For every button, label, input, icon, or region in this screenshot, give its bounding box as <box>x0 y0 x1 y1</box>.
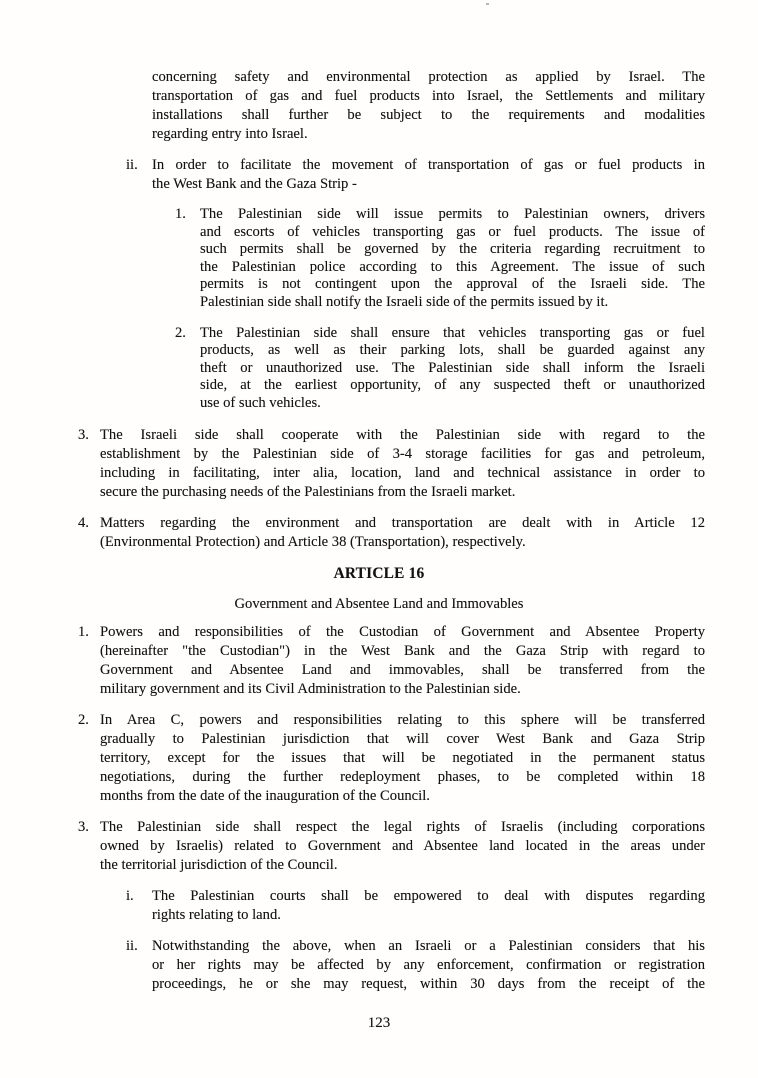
list-item <box>78 426 705 502</box>
list-item <box>126 887 705 925</box>
text-line: or her rights may be affected by any enforcement, confirmation or registration <box>152 956 705 973</box>
list-item <box>175 206 705 312</box>
list-item <box>78 818 705 875</box>
list-marker: 4. <box>78 514 89 531</box>
text-line: proceedings, he or she may request, within 30 days from the receipt of the <box>152 975 705 992</box>
list-marker: 1. <box>175 206 186 222</box>
text-line: In Area C, powers and responsibilities relating to this sphere will be transferred <box>100 711 705 728</box>
text-line: (Environmental Protection) and Article 38 (Transportation), respectively. <box>100 533 526 550</box>
list-item <box>126 937 705 994</box>
list-item <box>78 623 705 699</box>
text-line: The Israeli side shall cooperate with the Palestinian side with regard to the <box>100 426 705 443</box>
text-line: months from the date of the inauguration of the Council. <box>100 787 430 804</box>
paragraph <box>152 68 705 144</box>
text-line: The Palestinian side shall ensure that vehicles transporting gas or fuel <box>200 324 705 341</box>
text-line: transportation of gas and fuel products into Israel, the Settlements and military <box>152 88 705 104</box>
text-line: installations shall further be subject to the requirements and modalities <box>152 107 705 123</box>
text-line: establishment by the Palestinian side of 3-4 storage facilities for gas and petroleum, <box>100 445 705 462</box>
text-line: including in facilitating, inter alia, location, land and technical assistance in order to <box>100 464 705 481</box>
list-marker: i. <box>126 887 134 904</box>
list-marker: ii. <box>126 157 138 173</box>
text-line: secure the purchasing needs of the Palestinians from the Israeli market. <box>100 483 516 500</box>
text-line: The Palestinian courts shall be empowered to deal with disputes regarding <box>152 887 705 904</box>
text-line: The Palestinian side shall respect the legal rights of Israelis (including corporations <box>100 818 705 835</box>
text-line: the Palestinian police according to this Agreement. The issue of such <box>200 258 705 275</box>
page-number: 123 <box>367 1014 391 1031</box>
list-item <box>78 711 705 806</box>
list-marker: 2. <box>175 324 186 341</box>
text-line: side, at the earliest opportunity, of any suspected theft or unauthorized <box>200 377 705 394</box>
text-line: Powers and responsibilities of the Custodian of Government and Absentee Property <box>100 623 705 640</box>
text-line: Palestinian side shall notify the Israeli side of the permits issued by it. <box>200 293 609 310</box>
list-marker: 3. <box>78 818 89 835</box>
text-line: Matters regarding the environment and transportation are dealt with in Article 12 <box>100 514 705 531</box>
text-line: theft or unauthorized use. The Palestinian side shall inform the Israeli <box>200 359 705 376</box>
text-line: use of such vehicles. <box>200 394 321 411</box>
text-line: such permits shall be governed by the criteria regarding recruitment to <box>200 241 705 258</box>
text-line: the West Bank and the Gaza Strip - <box>152 176 357 192</box>
text-line: products, as well as their parking lots, shall be guarded against any <box>200 342 705 359</box>
text-line: Notwithstanding the above, when an Israeli or a Palestinian considers that his <box>152 937 705 954</box>
text-line: (hereinafter "the Custodian") in the West Bank and the Gaza Strip with regard to <box>100 642 705 659</box>
article-heading: ARTICLE 16 <box>333 564 425 582</box>
text-line: the territorial jurisdiction of the Council. <box>100 856 338 873</box>
list-item <box>175 324 705 413</box>
text-line: military government and its Civil Administration to the Palestinian side. <box>100 680 521 697</box>
text-line: In order to facilitate the movement of transportation of gas or fuel products in <box>152 157 705 173</box>
list-marker: 3. <box>78 426 89 443</box>
list-item <box>126 156 705 194</box>
text-line: territory, except for the issues that will be negotiated in the permanent status <box>100 749 705 766</box>
text-line: regarding entry into Israel. <box>152 126 308 142</box>
list-item <box>78 514 705 552</box>
document-body <box>78 68 705 994</box>
list-marker: 2. <box>78 711 89 728</box>
text-line: concerning safety and environmental protection as applied by Israel. The <box>152 69 705 85</box>
text-line: owned by Israelis) related to Government and Absentee land located in the areas under <box>100 837 705 854</box>
text-line: negotiations, during the further redeployment phases, to be completed within 18 <box>100 768 705 785</box>
text-line: Government and Absentee Land and immovables, shall be transferred from the <box>100 661 705 678</box>
text-line: rights relating to land. <box>152 906 281 923</box>
list-marker: 1. <box>78 623 89 640</box>
list-marker: ii. <box>126 937 138 954</box>
text-line: gradually to Palestinian jurisdiction that will cover West Bank and Gaza Strip <box>100 730 705 747</box>
scan-speck <box>486 3 489 5</box>
text-line: permits is not contingent upon the approval of the Israeli side. The <box>200 276 705 293</box>
text-line: and escorts of vehicles transporting gas or fuel products. The issue of <box>200 223 705 240</box>
article-subtitle: Government and Absentee Land and Immovables <box>234 595 524 612</box>
text-line: The Palestinian side will issue permits to Palestinian owners, drivers <box>200 206 705 222</box>
